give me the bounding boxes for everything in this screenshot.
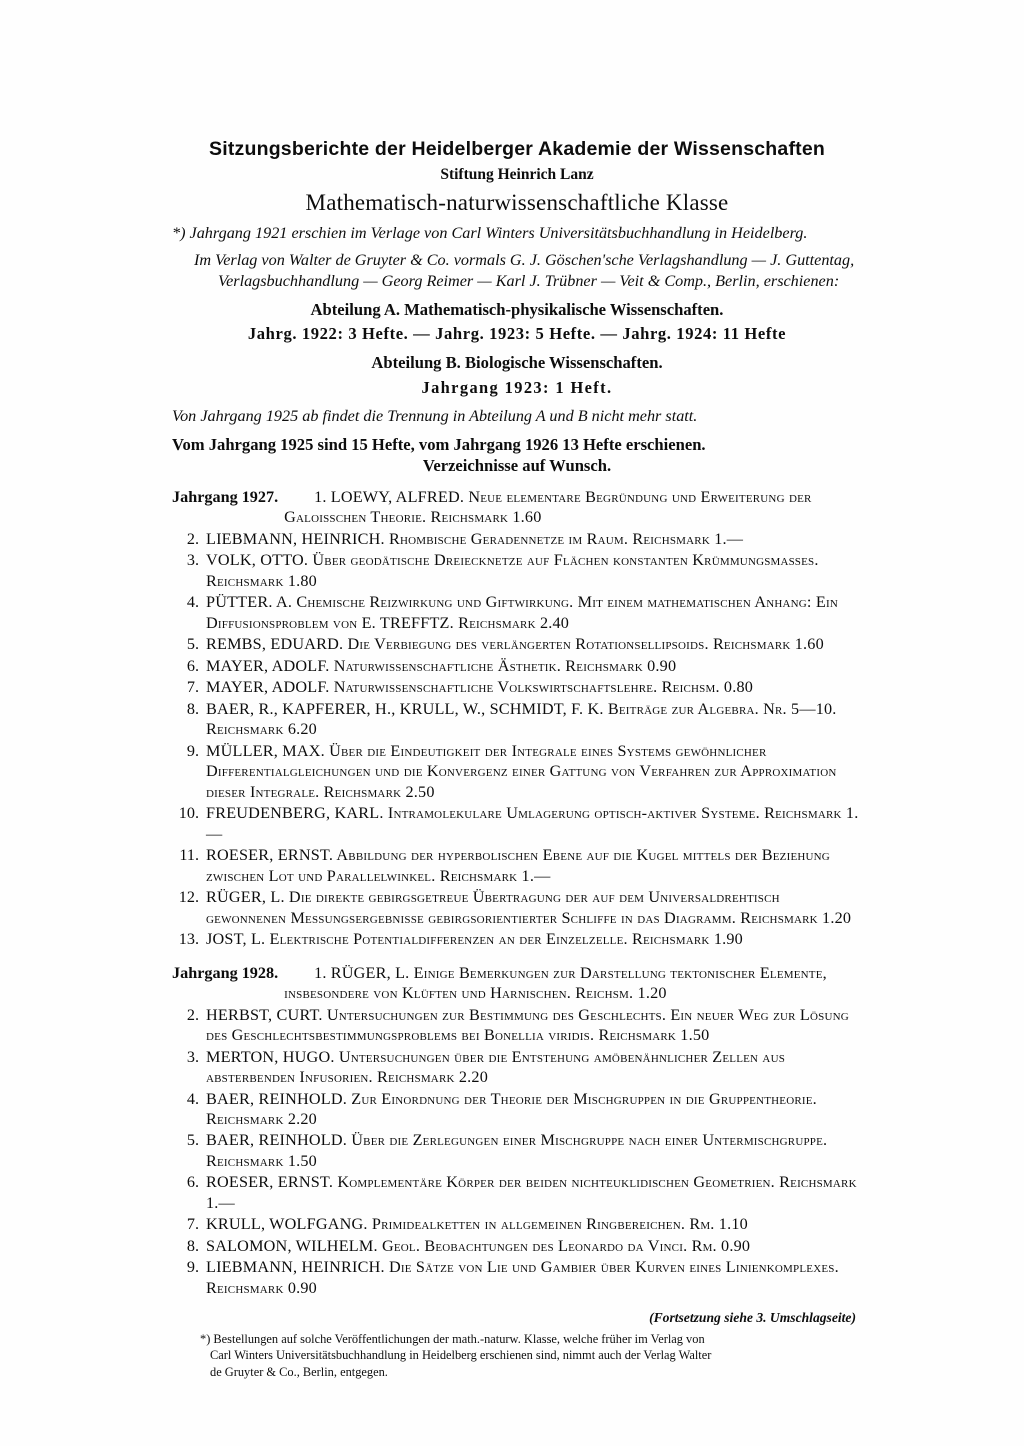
entry-text: ROESER, ERNST. Abbildung der hyperbolischen Ebene auf die Kugel mittels der Beziehung zwischen Lot und Parallelwinkel. Reichsmark 1.— <box>206 846 830 885</box>
list-item <box>172 592 862 633</box>
abteilung-b-heading: Abteilung B. Biologische Wissenschaften. <box>371 353 663 373</box>
entry-number: 6. <box>186 656 199 675</box>
entry-text: RÜGER, L. Die direkte gebirgsgetreue Übertragung der auf dem Universaldrehtisch gewonnenen Messungsergebnisse gebirgsorientierter Schliffe in das Diagramm. Reichsmark 1.20 <box>206 888 852 927</box>
entry-number: 1. <box>314 487 327 506</box>
footnote-line-1: *) Bestellungen auf solche Veröffentlichungen der math.-naturw. Klasse, welche früher im Verlag von <box>200 1332 705 1347</box>
footnote-line-2: Carl Winters Universitätsbuchhandlung in Heidelberg erschienen sind, nimmt auch der Verlag Walter <box>210 1348 712 1363</box>
entry-text: HERBST, CURT. Untersuchungen zur Bestimmung des Geschlechts. Ein neuer Weg zur Lösung des Geschlechtsbestimmungsproblems bei Bonellia viridis. Reichsmark 1.50 <box>206 1005 849 1045</box>
entry-number: 8. <box>186 699 199 718</box>
entry-text: SALOMON, WILHELM. Geol. Beobachtungen des Leonardo da Vinci. Rm. 0.90 <box>206 1236 751 1255</box>
year-label-1927: Jahrgang 1927. <box>172 487 279 506</box>
list-item <box>172 1214 862 1234</box>
entry-text: BAER, REINHOLD. Über die Zerlegungen einer Mischgruppe nach einer Untermischgruppe. Reichsmark 1.50 <box>206 1131 828 1170</box>
entry-number: 9. <box>186 1258 199 1277</box>
entry-number: 4. <box>186 1089 199 1108</box>
entry-text: PÜTTER. A. Chemische Reizwirkung und Giftwirkung. Mit einem mathematischen Anhang: Ein Diffusionsproblem von E. TREFFTZ. Reichsmark 2.40 <box>206 593 838 632</box>
list-item <box>172 803 862 844</box>
entry-number: 2. <box>186 529 199 548</box>
entry-number: 4. <box>186 593 199 612</box>
erschienen-line-1: Vom Jahrgang 1925 sind 15 Hefte, vom Jahrgang 1926 13 Hefte erschienen. <box>172 435 706 455</box>
entry-number: 5. <box>186 635 199 654</box>
list-item <box>172 1257 862 1298</box>
verlag-note: Im Verlag von Walter de Gruyter & Co. vormals G. J. Göschen'sche Verlagshandlung — J. Guttentag, Verlagsbuchhandlung — Georg Reimer — Karl J. Trübner — Veit & Comp., Berlin, erschienen: <box>194 251 855 290</box>
year-1927-list <box>172 487 862 950</box>
list-item <box>172 1236 862 1256</box>
list-item <box>172 550 862 591</box>
klasse-heading: Mathematisch-naturwissenschaftliche Klasse <box>305 190 729 215</box>
entry-text: REMBS, EDUARD. Die Verbiegung des verlängerten Rotationsellipsoids. Reichsmark 1.60 <box>206 635 824 654</box>
footnote <box>172 1331 862 1379</box>
entry-number: 3. <box>186 551 199 570</box>
entry-text: MAYER, ADOLF. Naturwissenschaftliche Ästhetik. Reichsmark 0.90 <box>206 656 677 675</box>
list-item <box>172 529 862 549</box>
entry-text: VOLK, OTTO. Über geodätische Dreiecknetze auf Flächen konstanten Krümmungsmaßes. Reichsmark 1.80 <box>206 551 819 590</box>
list-item <box>172 929 862 949</box>
jahrgang-hefte-line: Jahrg. 1922: 3 Hefte. — Jahrg. 1923: 5 Hefte. — Jahrg. 1924: 11 Hefte <box>247 324 787 344</box>
entry-number: 12. <box>178 888 199 907</box>
star-note: *) Jahrgang 1921 erschien im Verlage von Carl Winters Universitätsbuchhandlung in Heidelberg. <box>172 224 808 242</box>
erschienen-notice <box>172 435 862 476</box>
entry-text: JOST, L. Elektrische Potentialdifferenzen an der Einzelzelle. Reichsmark 1.90 <box>206 930 743 949</box>
entry-text: BAER, REINHOLD. Zur Einordnung der Theorie der Mischgruppen in die Gruppentheorie. Reichsmark 2.20 <box>206 1089 817 1128</box>
list-item <box>172 1047 862 1088</box>
entry-text: BAER, R., KAPFERER, H., KRULL, W., SCHMIDT, F. K. Beiträge zur Algebra. Nr. 5—10. Reichsmark 6.20 <box>206 699 837 739</box>
entry-number: 11. <box>179 846 199 865</box>
list-item <box>172 634 862 654</box>
entry-number: 8. <box>186 1236 199 1255</box>
entry-text: KRULL, WOLFGANG. Primidealketten in allgemeinen Ringbereichen. Rm. 1.10 <box>206 1215 748 1234</box>
page-subtitle: Stiftung Heinrich Lanz <box>440 166 594 183</box>
entry-text: LIEBMANN, HEINRICH. Rhombische Geradennetze im Raum. Reichsmark 1.— <box>206 529 744 548</box>
entry-number: 2. <box>186 1005 199 1024</box>
list-item <box>172 963 862 1004</box>
entry-text: MAYER, ADOLF. Naturwissenschaftliche Volkswirtschaftslehre. Reichsm. 0.80 <box>206 678 754 697</box>
entry-number: 7. <box>186 678 199 697</box>
entry-text: LIEBMANN, HEINRICH. Die Sätze von Lie und Gambier über Kurven eines Linienkomplexes. Reichsmark 0.90 <box>206 1258 839 1297</box>
entry-number: 1. <box>314 963 327 982</box>
entry-number: 10. <box>178 804 199 823</box>
list-item <box>172 887 862 928</box>
entry-text: FREUDENBERG, KARL. Intramolekulare Umlagerung optisch-aktiver Systeme. Reichsmark 1.— <box>206 804 859 843</box>
list-item <box>172 741 862 802</box>
entry-number: 9. <box>186 741 199 760</box>
jahrgang-1923-line: Jahrgang 1923: 1 Heft. <box>421 378 613 398</box>
trennung-note: Von Jahrgang 1925 ab findet die Trennung in Abteilung A und B nicht mehr statt. <box>172 407 698 426</box>
year-1928-list <box>172 963 862 1299</box>
entry-number: 7. <box>186 1215 199 1234</box>
entry-number: 5. <box>186 1131 199 1150</box>
list-item <box>172 845 862 886</box>
entry-text: MERTON, HUGO. Untersuchungen über die Entstehung amöbenähnlicher Zellen aus absterbenden Infusorien. Reichsmark 2.20 <box>206 1047 786 1087</box>
entry-text: RÜGER, L. Einige Bemerkungen zur Darstellung tektonischer Elemente, insbesondere von Klüften und Harnischen. Reichsm. 1.20 <box>284 963 827 1003</box>
page-content <box>172 138 862 1380</box>
entry-text: LOEWY, ALFRED. Neue elementare Begründung und Erweiterung der Galoisschen Theorie. Reichsmark 1.60 <box>284 487 812 527</box>
list-item <box>172 1172 862 1213</box>
list-item <box>172 1130 862 1171</box>
list-item <box>172 1005 862 1046</box>
page-title: Sitzungsberichte der Heidelberger Akademie der Wissenschaften <box>209 138 825 160</box>
list-item <box>172 677 862 697</box>
list-item <box>172 1089 862 1130</box>
entry-number: 6. <box>186 1173 199 1192</box>
fortsetzung-note: (Fortsetzung siehe 3. Umschlagseite) <box>649 1310 856 1326</box>
list-item <box>172 699 862 740</box>
entry-text: MÜLLER, MAX. Über die Eindeutigkeit der Integrale eines Systems gewöhnlicher Differentialgleichungen und die Konvergenz einer Gattung von Verfahren zur Approximation dieser Integrale. Reichsmark 2.50 <box>206 741 837 801</box>
footnote-line-3: de Gruyter & Co., Berlin, entgegen. <box>210 1364 388 1379</box>
year-label-1928: Jahrgang 1928. <box>172 963 279 982</box>
entry-number: 3. <box>186 1047 199 1066</box>
entry-text: ROESER, ERNST. Komplementäre Körper der beiden nichteuklidischen Geometrien. Reichsmark 1.— <box>206 1173 857 1212</box>
entry-number: 13. <box>178 930 199 949</box>
erschienen-line-2: Verzeichnisse auf Wunsch. <box>422 456 612 476</box>
list-item <box>172 656 862 676</box>
list-item <box>172 487 862 528</box>
abteilung-a-heading: Abteilung A. Mathematisch-physikalische Wissenschaften. <box>310 300 724 320</box>
